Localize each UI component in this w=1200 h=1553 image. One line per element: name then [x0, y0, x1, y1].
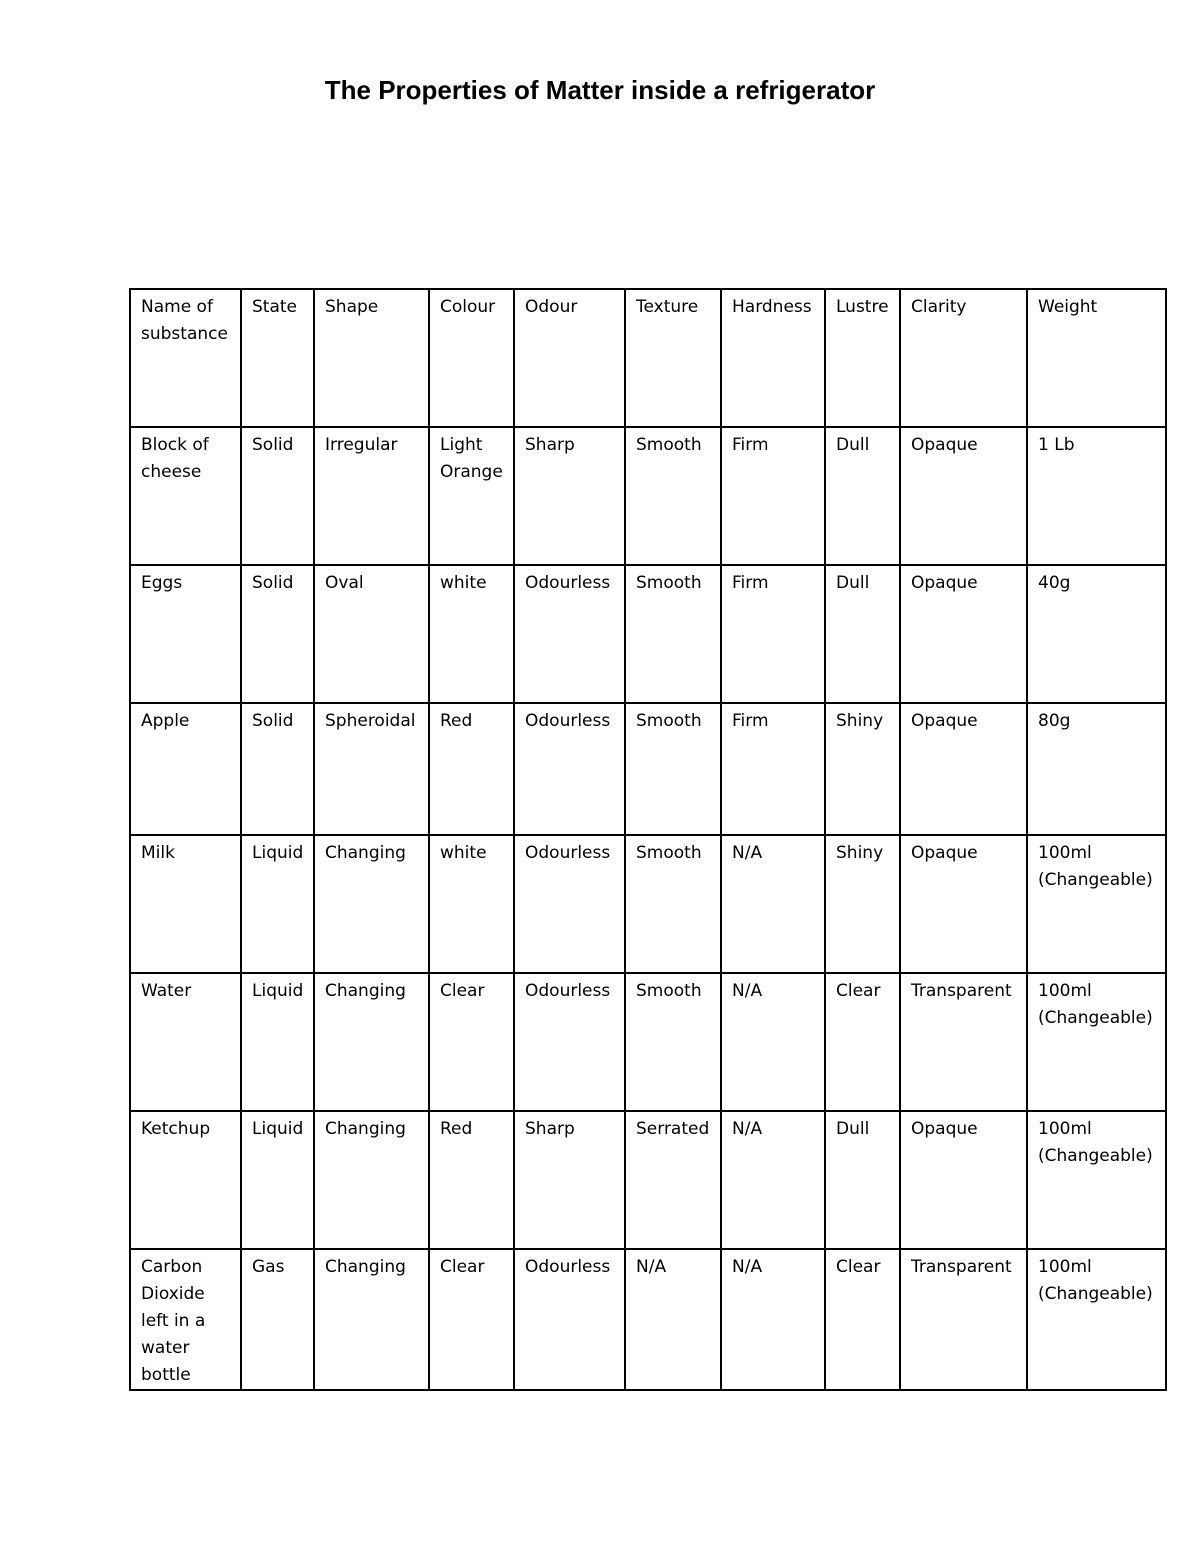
cell-colour: white — [429, 565, 514, 703]
header-lustre: Lustre — [825, 289, 900, 427]
cell-name: Milk — [130, 835, 241, 973]
cell-state: Gas — [241, 1249, 314, 1390]
cell-state: Liquid — [241, 835, 314, 973]
cell-weight: 40g — [1027, 565, 1166, 703]
cell-clarity: Opaque — [900, 835, 1027, 973]
cell-lustre: Clear — [825, 1249, 900, 1390]
cell-clarity: Transparent — [900, 1249, 1027, 1390]
header-shape: Shape — [314, 289, 429, 427]
table-row — [130, 565, 1166, 703]
cell-hardness: N/A — [721, 835, 825, 973]
cell-odour: Odourless — [514, 703, 625, 835]
cell-odour: Odourless — [514, 1249, 625, 1390]
cell-odour: Odourless — [514, 835, 625, 973]
cell-hardness: Firm — [721, 427, 825, 565]
cell-lustre: Dull — [825, 565, 900, 703]
cell-weight: 80g — [1027, 703, 1166, 835]
cell-hardness: N/A — [721, 973, 825, 1111]
cell-clarity: Transparent — [900, 973, 1027, 1111]
cell-colour: Light Orange — [429, 427, 514, 565]
cell-shape: Oval — [314, 565, 429, 703]
cell-hardness: N/A — [721, 1111, 825, 1249]
page-title: The Properties of Matter inside a refrigerator — [324, 75, 876, 105]
cell-lustre: Dull — [825, 427, 900, 565]
cell-shape: Changing — [314, 1249, 429, 1390]
cell-texture: Smooth — [625, 427, 721, 565]
cell-odour: Odourless — [514, 565, 625, 703]
cell-shape: Changing — [314, 973, 429, 1111]
cell-texture: Smooth — [625, 973, 721, 1111]
cell-shape: Changing — [314, 835, 429, 973]
cell-hardness: N/A — [721, 1249, 825, 1390]
cell-name: Water — [130, 973, 241, 1111]
cell-texture: Smooth — [625, 565, 721, 703]
table-row — [130, 1111, 1166, 1249]
cell-clarity: Opaque — [900, 1111, 1027, 1249]
cell-weight: 100ml (Changeable) — [1027, 1249, 1166, 1390]
cell-weight: 100ml (Changeable) — [1027, 835, 1166, 973]
cell-state: Liquid — [241, 1111, 314, 1249]
cell-odour: Sharp — [514, 427, 625, 565]
cell-odour: Odourless — [514, 973, 625, 1111]
cell-colour: Clear — [429, 1249, 514, 1390]
cell-name: Block of cheese — [130, 427, 241, 565]
cell-shape: Changing — [314, 1111, 429, 1249]
header-odour: Odour — [514, 289, 625, 427]
cell-odour: Sharp — [514, 1111, 625, 1249]
cell-state: Solid — [241, 565, 314, 703]
cell-clarity: Opaque — [900, 565, 1027, 703]
cell-texture: Smooth — [625, 703, 721, 835]
cell-colour: white — [429, 835, 514, 973]
cell-state: Solid — [241, 427, 314, 565]
cell-colour: Red — [429, 703, 514, 835]
cell-hardness: Firm — [721, 565, 825, 703]
cell-weight: 100ml (Changeable) — [1027, 1111, 1166, 1249]
header-name-of-substance: Name of substance — [130, 289, 241, 427]
cell-shape: Spheroidal — [314, 703, 429, 835]
table-row — [130, 427, 1166, 565]
cell-colour: Red — [429, 1111, 514, 1249]
cell-clarity: Opaque — [900, 427, 1027, 565]
header-row — [130, 289, 1166, 427]
cell-weight: 1 Lb — [1027, 427, 1166, 565]
cell-lustre: Shiny — [825, 703, 900, 835]
properties-table — [129, 288, 1167, 1391]
cell-clarity: Opaque — [900, 703, 1027, 835]
cell-name: Ketchup — [130, 1111, 241, 1249]
cell-name: Eggs — [130, 565, 241, 703]
header-colour: Colour — [429, 289, 514, 427]
cell-state: Solid — [241, 703, 314, 835]
header-clarity: Clarity — [900, 289, 1027, 427]
header-hardness: Hardness — [721, 289, 825, 427]
cell-name: Apple — [130, 703, 241, 835]
table-row — [130, 703, 1166, 835]
cell-lustre: Clear — [825, 973, 900, 1111]
cell-name: Carbon Dioxide left in a water bottle — [130, 1249, 241, 1390]
table-row — [130, 1249, 1166, 1390]
cell-state: Liquid — [241, 973, 314, 1111]
cell-texture: Serrated — [625, 1111, 721, 1249]
cell-lustre: Shiny — [825, 835, 900, 973]
cell-texture: N/A — [625, 1249, 721, 1390]
header-state: State — [241, 289, 314, 427]
cell-weight: 100ml (Changeable) — [1027, 973, 1166, 1111]
cell-hardness: Firm — [721, 703, 825, 835]
header-texture: Texture — [625, 289, 721, 427]
table-row — [130, 973, 1166, 1111]
table-row — [130, 835, 1166, 973]
cell-shape: Irregular — [314, 427, 429, 565]
cell-colour: Clear — [429, 973, 514, 1111]
cell-lustre: Dull — [825, 1111, 900, 1249]
header-weight: Weight — [1027, 289, 1166, 427]
cell-texture: Smooth — [625, 835, 721, 973]
